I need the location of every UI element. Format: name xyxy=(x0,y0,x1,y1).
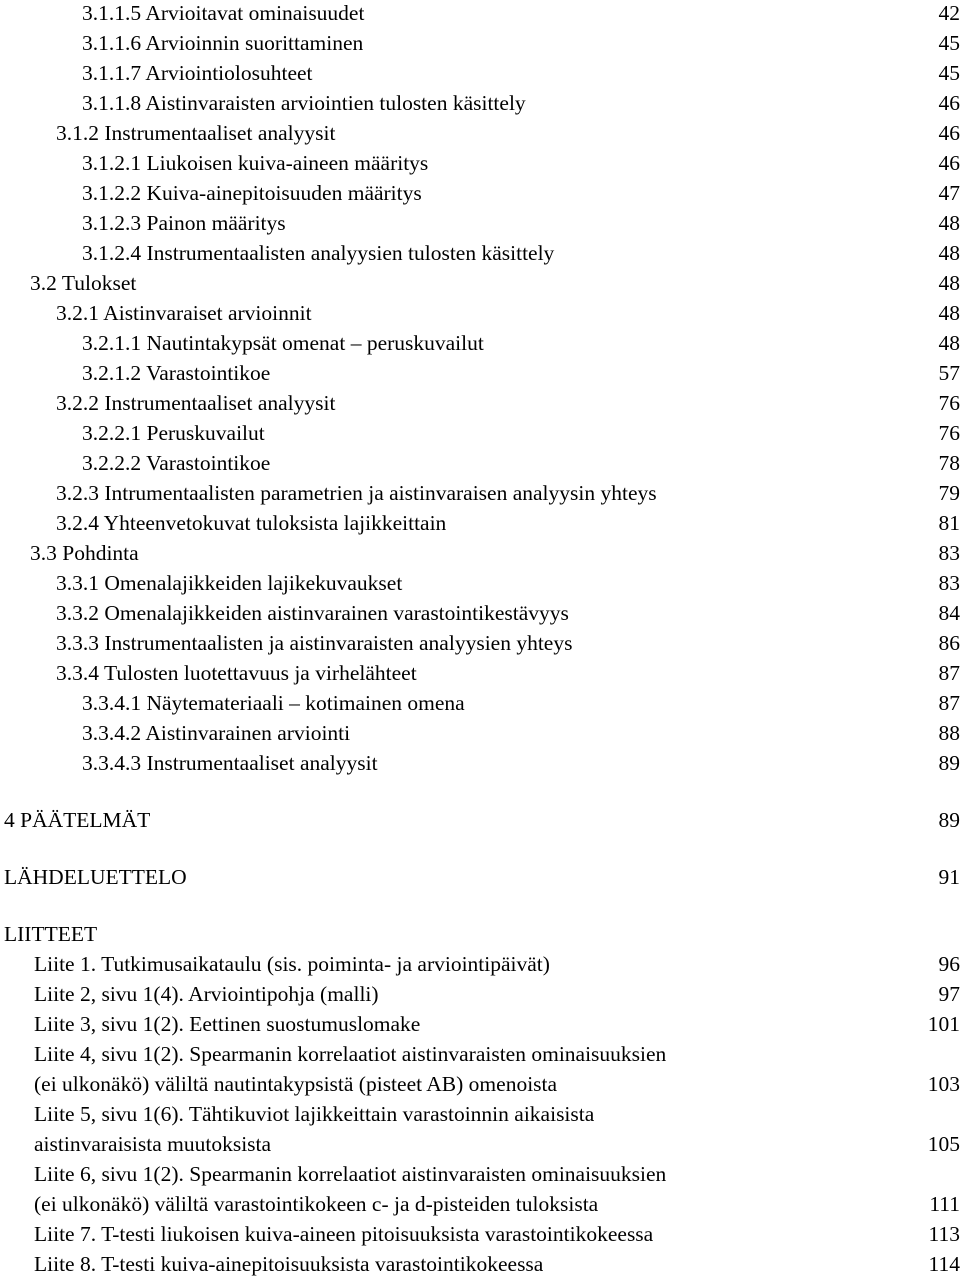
toc-entry-title: 3.2.1.1 Nautintakypsät omenat – peruskuvailut xyxy=(82,331,484,355)
toc-entry-page: 87 xyxy=(938,691,960,715)
toc-entry-page: 45 xyxy=(938,61,960,85)
toc-entry-page: 48 xyxy=(938,331,960,355)
toc-entry xyxy=(0,628,960,658)
appendix-entry-title: aistinvaraisista muutoksista xyxy=(34,1132,272,1156)
toc-entry-page: 81 xyxy=(938,511,960,535)
toc-entry-title: 3.2.3 Intrumentaalisten parametrien ja aistinvaraisen analyysin yhteys xyxy=(56,481,657,505)
toc-entry-title: 3.1.2.3 Painon määritys xyxy=(82,211,286,235)
appendix-entry-page: 113 xyxy=(928,1222,960,1246)
toc-entry xyxy=(0,508,960,538)
toc-entry-page: 83 xyxy=(938,571,960,595)
appendix-entry-title: Liite 6, sivu 1(2). Spearmanin korrelaatiot aistinvaraisten ominaisuuksien xyxy=(34,1162,667,1186)
toc-entry-page: 47 xyxy=(938,181,960,205)
toc-entry xyxy=(0,598,960,628)
toc-entry-page: 84 xyxy=(938,601,960,625)
toc-entry-title: 3.2 Tulokset xyxy=(30,271,137,295)
toc-entry-page: 48 xyxy=(938,211,960,235)
toc-entry xyxy=(0,58,960,88)
toc-entry-title: 3.1.1.8 Aistinvaraisten arviointien tulosten käsittely xyxy=(82,91,526,115)
appendix-entry-page: 97 xyxy=(938,982,960,1006)
toc-entry-title: 4 PÄÄTELMÄT xyxy=(4,808,151,832)
toc-entry-page: 57 xyxy=(938,361,960,385)
toc-entry xyxy=(0,268,960,298)
toc-entry-title: 3.1.2.4 Instrumentaalisten analyysien tulosten käsittely xyxy=(82,241,555,265)
appendix-entry xyxy=(0,1129,960,1159)
appendix-entry xyxy=(0,1189,960,1219)
toc-entry-title: 3.1.1.7 Arviointiolosuhteet xyxy=(82,61,313,85)
toc-entry-page: 42 xyxy=(938,1,960,25)
toc-entry-title: 3.2.4 Yhteenvetokuvat tuloksista lajikkeittain xyxy=(56,511,447,535)
appendix-entry xyxy=(0,949,960,979)
toc-entry xyxy=(0,748,960,778)
toc-entry-title: 3.2.1.2 Varastointikoe xyxy=(82,361,271,385)
toc-entry xyxy=(0,148,960,178)
toc-entry-page: 79 xyxy=(938,481,960,505)
toc-entry-title: 3.1.2.1 Liukoisen kuiva-aineen määritys xyxy=(82,151,429,175)
appendix-entry-title: Liite 7. T-testi liukoisen kuiva-aineen pitoisuuksista varastointikokeessa xyxy=(34,1222,654,1246)
toc-entry xyxy=(0,388,960,418)
toc-entry-title: 3.2.2.2 Varastointikoe xyxy=(82,451,271,475)
appendix-entry-page: 111 xyxy=(929,1192,960,1216)
appendix-entry-page: 114 xyxy=(928,1252,960,1276)
toc-entry-title: 3.1.1.5 Arvioitavat ominaisuudet xyxy=(82,1,365,25)
appendix-entry-page: 105 xyxy=(927,1132,960,1156)
appendix-entry xyxy=(0,1009,960,1039)
toc-entry-page: 87 xyxy=(938,661,960,685)
toc-entry-page: 88 xyxy=(938,721,960,745)
toc-entry-title: 3.3.1 Omenalajikkeiden lajikekuvaukset xyxy=(56,571,403,595)
toc-entry-title: 3.2.1 Aistinvaraiset arvioinnit xyxy=(56,301,312,325)
appendix-entry-page: 101 xyxy=(927,1012,960,1036)
appendix-entry-title: Liite 2, sivu 1(4). Arviointipohja (malli) xyxy=(34,982,379,1006)
toc-entry-title: 3.3.2 Omenalajikkeiden aistinvarainen varastointikestävyys xyxy=(56,601,569,625)
toc-entry-page: 86 xyxy=(938,631,960,655)
toc-entry-page: 76 xyxy=(938,391,960,415)
appendix-entry-page: 103 xyxy=(927,1072,960,1096)
appendix-entry xyxy=(0,1219,960,1249)
toc-entry-title: 3.3.4 Tulosten luotettavuus ja virhelähteet xyxy=(56,661,417,685)
toc-entry xyxy=(0,358,960,388)
appendix-entry xyxy=(0,1069,960,1099)
toc-entry-page: 48 xyxy=(938,241,960,265)
appendix-entry xyxy=(0,979,960,1009)
toc-entry-title: 3.1.1.6 Arvioinnin suorittaminen xyxy=(82,31,364,55)
toc-entry-page: 45 xyxy=(938,31,960,55)
appendix-entry-title: Liite 1. Tutkimusaikataulu (sis. poiminta- ja arviointipäivät) xyxy=(34,952,550,976)
appendix-entry-title: (ei ulkonäkö) väliltä nautintakypsistä (pisteet AB) omenoista xyxy=(34,1072,558,1096)
toc-entry xyxy=(0,28,960,58)
toc-entry-page: 48 xyxy=(938,301,960,325)
appendix-entry-title: Liite 8. T-testi kuiva-ainepitoisuuksista varastointikokeessa xyxy=(34,1252,544,1276)
toc-entry xyxy=(0,805,960,835)
appendix-entry-title: (ei ulkonäkö) väliltä varastointikokeen c- ja d-pisteiden tuloksista xyxy=(34,1192,599,1216)
toc-entry xyxy=(0,118,960,148)
toc-entry-page: 89 xyxy=(938,751,960,775)
toc-entry-page: 78 xyxy=(938,451,960,475)
toc-entry-title: 3.3.4.3 Instrumentaaliset analyysit xyxy=(82,751,378,775)
toc-entry xyxy=(0,208,960,238)
toc-entry xyxy=(0,568,960,598)
appendix-entry-title: Liite 4, sivu 1(2). Spearmanin korrelaatiot aistinvaraisten ominaisuuksien xyxy=(34,1042,667,1066)
toc-entry xyxy=(0,658,960,688)
toc-entry xyxy=(0,88,960,118)
toc-entry xyxy=(0,688,960,718)
appendix-entry xyxy=(0,1099,960,1129)
appendices-heading: LIITTEET xyxy=(4,922,98,946)
toc-entry-page: 46 xyxy=(938,121,960,145)
toc-entry xyxy=(0,478,960,508)
toc-entry xyxy=(0,238,960,268)
toc-entry-title: 3.3 Pohdinta xyxy=(30,541,139,565)
toc-entry-title: 3.3.4.1 Näytemateriaali – kotimainen omena xyxy=(82,691,465,715)
appendix-entry-title: Liite 3, sivu 1(2). Eettinen suostumuslomake xyxy=(34,1012,421,1036)
toc-entry xyxy=(0,328,960,358)
toc-entry-page: 91 xyxy=(938,865,960,889)
toc-entry-page: 83 xyxy=(938,541,960,565)
appendix-entry xyxy=(0,1159,960,1189)
toc-entry-title: LÄHDELUETTELO xyxy=(4,865,187,889)
appendix-entry xyxy=(0,1249,960,1279)
toc-entry xyxy=(0,0,960,28)
toc-entry xyxy=(0,448,960,478)
toc-entry xyxy=(0,298,960,328)
toc-entry-title: 3.3.4.2 Aistinvarainen arviointi xyxy=(82,721,351,745)
toc-entry xyxy=(0,718,960,748)
toc-entry xyxy=(0,862,960,892)
toc-entry-page: 48 xyxy=(938,271,960,295)
toc-entry-title: 3.1.2.2 Kuiva-ainepitoisuuden määritys xyxy=(82,181,422,205)
toc-entry-page: 46 xyxy=(938,91,960,115)
toc-entry xyxy=(0,418,960,448)
appendix-entry xyxy=(0,1039,960,1069)
toc-entry-title: 3.1.2 Instrumentaaliset analyysit xyxy=(56,121,336,145)
appendix-entry-title: Liite 5, sivu 1(6). Tähtikuviot lajikkeittain varastoinnin aikaisista xyxy=(34,1102,595,1126)
toc-entry-title: 3.2.2 Instrumentaaliset analyysit xyxy=(56,391,336,415)
toc-entry xyxy=(0,178,960,208)
toc-entry xyxy=(0,538,960,568)
toc-entry-page: 76 xyxy=(938,421,960,445)
toc-entry-title: 3.2.2.1 Peruskuvailut xyxy=(82,421,265,445)
appendix-entry-page: 96 xyxy=(938,952,960,976)
toc-entry-page: 89 xyxy=(938,808,960,832)
toc-entry-title: 3.3.3 Instrumentaalisten ja aistinvaraisten analyysien yhteys xyxy=(56,631,573,655)
toc-entry-page: 46 xyxy=(938,151,960,175)
